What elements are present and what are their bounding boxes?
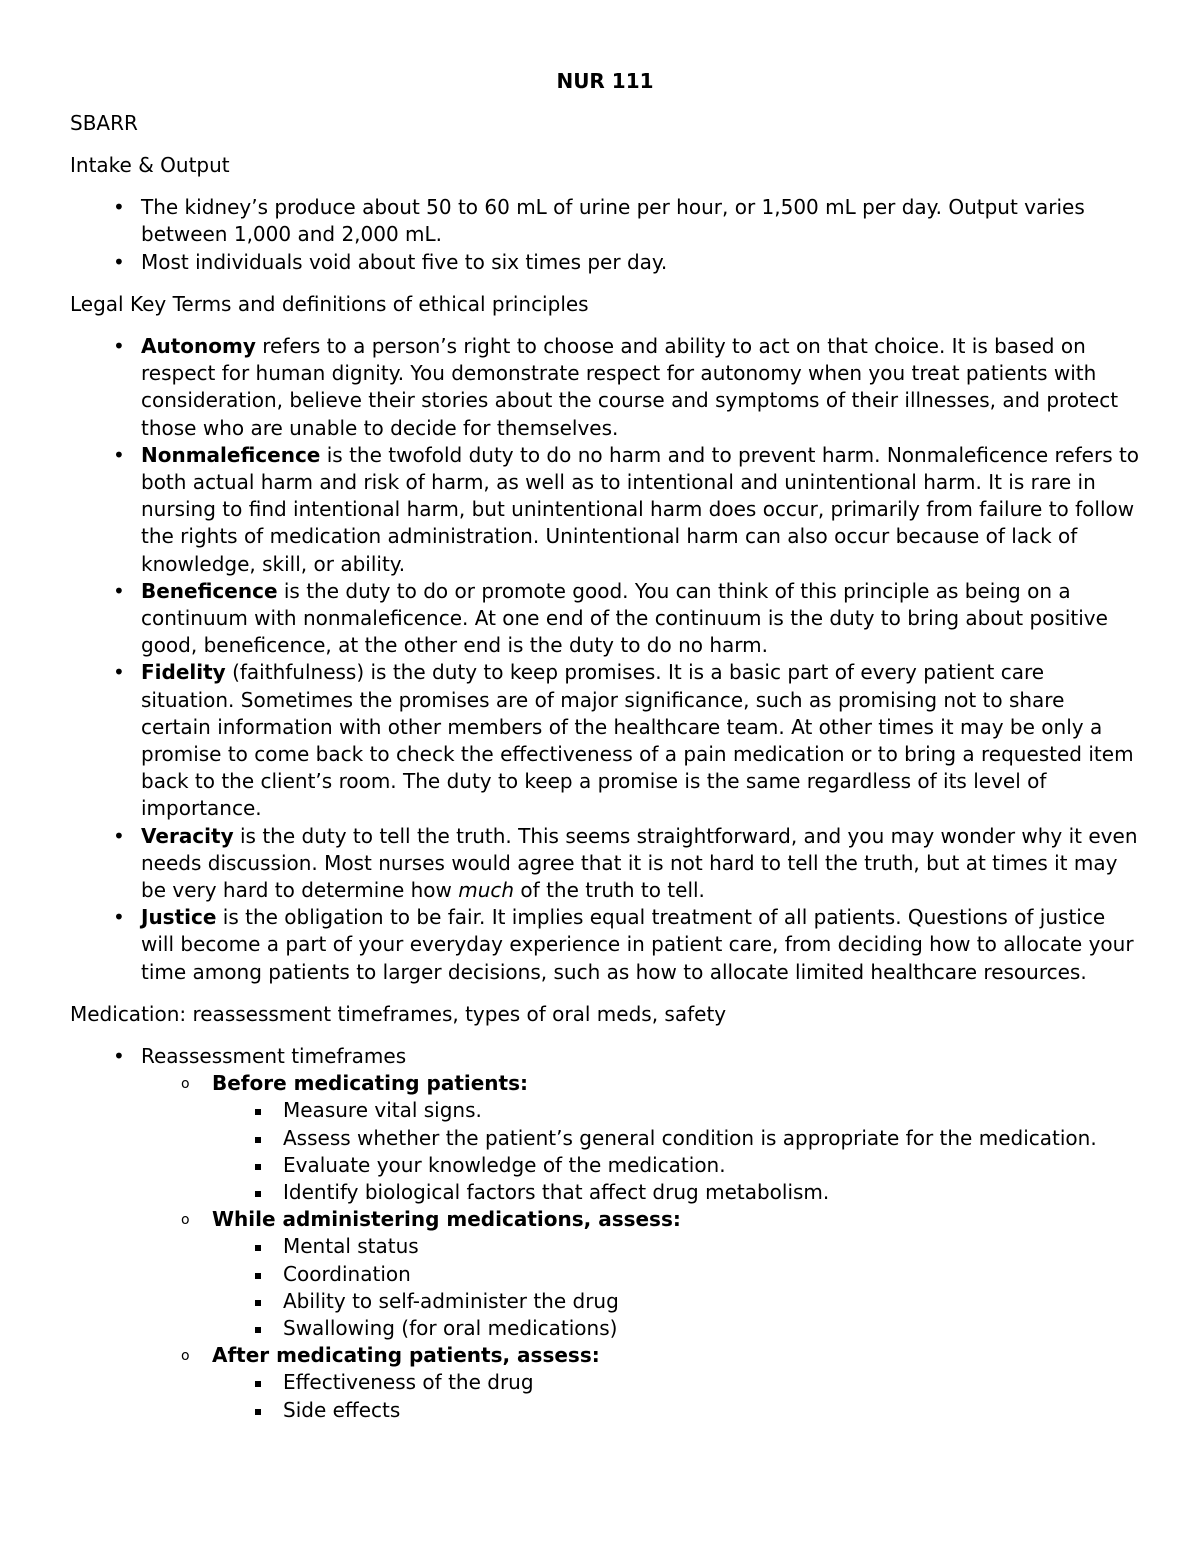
list-item-text: Evaluate your knowledge of the medication. [283,1152,726,1177]
definition-text: refers to a person’s right to choose and ability to act on that choice. It is based on respect for human dignity. You demonstrate respect for autonomy when you treat patients with consideration, believe their stories about the course and symptoms of their illnesses, and protect those who are unable to decide for themselves. [141,333,1119,440]
before-items [212,1097,1140,1206]
square-bullet-icon [255,1327,261,1333]
definition-text: is the duty to tell the truth. This seems straightforward, and you may wonder why it even needs discussion. Most nurses would agree that it is not hard to tell the truth, but at times it may be very hard to determine how [141,823,1138,902]
term-justice: Justice [141,905,217,930]
list-item [212,1097,1140,1124]
square-bullet-icon [255,1191,261,1197]
list-item [70,578,1140,660]
list-item-text: Swallowing (for oral medications) [283,1316,618,1341]
definition-text: is the obligation to be fair. It implies equal treatment of all patients. Questions of justice will become a part of your everyday experience in patient care, from deciding how to allocate your time among patients to larger decisions, such as how to allocate limited healthcare resources. [141,905,1134,984]
list-item-text: The kidney’s produce about 50 to 60 mL of urine per hour, or 1,500 mL per day. Output varies between 1,000 and 2,000 mL. [141,195,1085,247]
bullet-icon: • [113,442,125,467]
sublist-item [141,1070,1140,1206]
page-title: NUR 111 [556,69,654,93]
intake-output-heading: Intake & Output [70,152,230,177]
list-item-text: Side effects [283,1397,401,1422]
term-veracity: Veracity [141,823,234,848]
bullet-icon: • [113,823,125,848]
list-item [212,1233,1140,1260]
ethics-heading: Legal Key Terms and definitions of ethical principles [70,291,589,316]
list-item [212,1152,1140,1179]
square-bullet-icon [255,1273,261,1279]
list-item [212,1125,1140,1152]
while-label: While administering medications, assess: [212,1207,681,1232]
bullet-icon: • [113,578,125,603]
list-item-text: Ability to self-administer the drug [283,1288,619,1313]
list-item [212,1179,1140,1206]
list-item-text: Effectiveness of the drug [283,1370,534,1395]
list-item-text: Identify biological factors that affect drug metabolism. [283,1180,830,1205]
ethics-list [70,333,1140,986]
after-label: After medicating patients, assess: [212,1343,600,1368]
definition-text: is the duty to do or promote good. You can think of this principle as being on a continuum with nonmaleficence. At one end of the continuum is the duty to bring about positive good, beneficence, at the other end is the duty to do no harm. [141,578,1108,658]
while-items [212,1233,1140,1342]
term-beneficence: Beneficence [141,578,278,603]
list-item [212,1397,1140,1424]
bullet-icon: • [113,195,125,220]
bullet-icon: • [113,660,125,685]
square-bullet-icon [255,1409,261,1415]
definition-text: of the truth to tell. [514,877,705,902]
circle-bullet-icon: o [181,1076,190,1093]
square-bullet-icon [255,1109,261,1115]
list-item-text: Mental status [283,1234,419,1259]
list-item [70,1043,1140,1424]
square-bullet-icon [255,1245,261,1251]
emphasis-text: much [458,877,515,902]
list-item-text: Most individuals void about five to six times per day. [141,249,668,274]
reassessment-sublist [141,1070,1140,1424]
bullet-icon: • [113,905,125,930]
sublist-item [141,1206,1140,1342]
medication-list [70,1043,1140,1424]
sublist-item [141,1342,1140,1424]
bullet-icon: • [113,249,125,274]
list-item [70,333,1140,442]
list-item-text: Coordination [283,1261,411,1286]
list-item [70,904,1140,986]
list-item [212,1315,1140,1342]
definition-text: (faithfulness) is the duty to keep promises. It is a basic part of every patient care situation. Sometimes the promises are of major significance, such as promising not to share certain information with other members of the healthcare team. At other times it may be only a promise to come back to check the effectiveness of a pain medication or to bring a requested item back to the client’s room. The duty to keep a promise is the same regardless of its level of importance. [141,660,1134,821]
definition-text: is the twofold duty to do no harm and to prevent harm. Nonmaleficence refers to both actual harm and risk of harm, as well as to intentional and unintentional harm. It is rare in nursing to find intentional harm, but unintentional harm does occur, primarily from failure to follow the rights of medication administration. Unintentional harm can also occur because of lack of knowledge, skill, or ability. [141,442,1140,576]
circle-bullet-icon: o [181,1212,190,1229]
list-item [212,1261,1140,1288]
term-fidelity: Fidelity [141,660,226,685]
before-label: Before medicating patients: [212,1071,528,1096]
list-item [70,194,1140,248]
list-item [212,1288,1140,1315]
list-item [212,1369,1140,1396]
list-item [70,249,1140,276]
document-page [70,68,1140,1439]
list-item [70,823,1140,905]
bullet-icon: • [113,1044,125,1068]
square-bullet-icon [255,1300,261,1306]
list-item [70,659,1140,822]
medication-heading: Medication: reassessment timeframes, types of oral meds, safety [70,1001,727,1026]
circle-bullet-icon: o [181,1348,190,1365]
term-nonmaleficence: Nonmaleficence [141,442,321,467]
list-item [70,442,1140,578]
list-item-text: Reassessment timeframes [141,1044,407,1068]
list-item-text: Measure vital signs. [283,1098,482,1123]
after-items [212,1369,1140,1423]
bullet-icon: • [113,333,125,358]
intake-output-list [70,194,1140,276]
square-bullet-icon [255,1164,261,1170]
sbarr-heading: SBARR [70,110,138,135]
term-autonomy: Autonomy [141,333,256,358]
list-item-text: Assess whether the patient’s general condition is appropriate for the medication. [283,1125,1097,1150]
square-bullet-icon [255,1137,261,1143]
square-bullet-icon [255,1381,261,1387]
